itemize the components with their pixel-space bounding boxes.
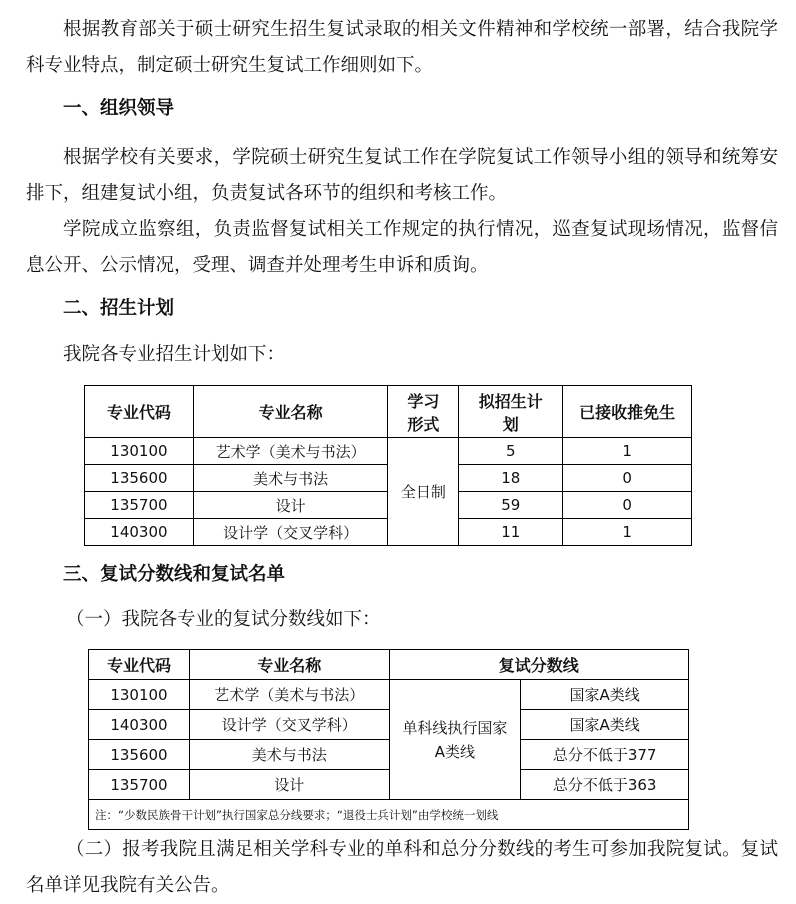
cell-single-subject-line: 单科线执行国家A类线 — [389, 680, 521, 800]
header-exempt: 已接收推免生 — [563, 386, 692, 438]
header-major-name: 专业名称 — [189, 650, 389, 680]
cell-total-line: 总分不低于377 — [521, 740, 689, 770]
cell-exempt: 1 — [563, 438, 692, 465]
header-plan: 拟招生计划 — [459, 386, 563, 438]
section-3-sub-1: （一）我院各专业的复试分数线如下： — [66, 609, 381, 630]
section-2-heading: 二、招生计划 — [63, 298, 175, 319]
cell-plan: 59 — [459, 492, 563, 519]
cell-plan: 11 — [459, 519, 563, 546]
header-code: 专业代码 — [85, 386, 194, 438]
cell-exempt: 0 — [563, 465, 692, 492]
section-1-paragraph-2: 学院成立监察组，负责监督复试相关工作规定的执行情况，巡查复试现场情况，监督信息公开、公示情况，受理、调查并处理考生申诉和质询。 — [26, 219, 778, 276]
cell-exempt: 1 — [563, 519, 692, 546]
section-1-paragraph-1: 根据学校有关要求，学院硕士研究生复试工作在学院复试工作领导小组的领导和统筹安排下，组建复试小组，负责复试各环节的组织和考核工作。 — [26, 147, 778, 204]
table-row — [85, 438, 692, 465]
header-major-name: 专业名称 — [193, 386, 388, 438]
section-3-sub-2: （二）报考我院且满足相关学科专业的单科和总分分数线的考生可参加我院复试。复试名单详见我院有关公告。 — [26, 839, 778, 896]
header-code: 专业代码 — [89, 650, 190, 680]
section-2-intro: 我院各专业招生计划如下： — [63, 344, 286, 365]
table-row — [89, 710, 689, 740]
table-row — [89, 680, 689, 710]
table-note-row — [89, 800, 689, 830]
intro-paragraph: 根据教育部关于硕士研究生招生复试录取的相关文件精神和学校统一部署，结合我院学科专业特点，制定硕士研究生复试工作细则如下。 — [26, 19, 778, 76]
cell-total-line: 国家A类线 — [521, 710, 689, 740]
enrollment-plan-table — [84, 385, 692, 546]
cell-code: 135700 — [89, 770, 190, 800]
cell-code: 130100 — [85, 438, 194, 465]
cell-exempt: 0 — [563, 492, 692, 519]
cell-total-line: 国家A类线 — [521, 680, 689, 710]
cell-name: 艺术学（美术与书法） — [193, 438, 388, 465]
cell-plan: 18 — [459, 465, 563, 492]
table-header-row — [89, 650, 689, 680]
section-3-heading: 三、复试分数线和复试名单 — [63, 564, 286, 585]
header-score-line: 复试分数线 — [389, 650, 689, 680]
cell-name: 设计学（交叉学科） — [193, 519, 388, 546]
cell-code: 130100 — [89, 680, 190, 710]
retest-score-table — [88, 649, 689, 830]
header-study-form: 学习形式 — [388, 386, 459, 438]
cell-code: 135700 — [85, 492, 194, 519]
cell-code: 135600 — [89, 740, 190, 770]
cell-name: 美术与书法 — [193, 465, 388, 492]
table-row — [89, 740, 689, 770]
cell-code: 140300 — [85, 519, 194, 546]
cell-name: 设计学（交叉学科） — [189, 710, 389, 740]
table-note: 注：“少数民族骨干计划”执行国家总分线要求；“退役士兵计划”由学校统一划线 — [89, 800, 689, 830]
cell-total-line: 总分不低于363 — [521, 770, 689, 800]
cell-name: 美术与书法 — [189, 740, 389, 770]
table-row — [89, 770, 689, 800]
cell-code: 135600 — [85, 465, 194, 492]
cell-name: 艺术学（美术与书法） — [189, 680, 389, 710]
cell-study-form: 全日制 — [388, 438, 459, 546]
cell-name: 设计 — [193, 492, 388, 519]
cell-plan: 5 — [459, 438, 563, 465]
table-header-row — [85, 386, 692, 438]
cell-code: 140300 — [89, 710, 190, 740]
section-1-heading: 一、组织领导 — [63, 98, 175, 119]
cell-name: 设计 — [189, 770, 389, 800]
